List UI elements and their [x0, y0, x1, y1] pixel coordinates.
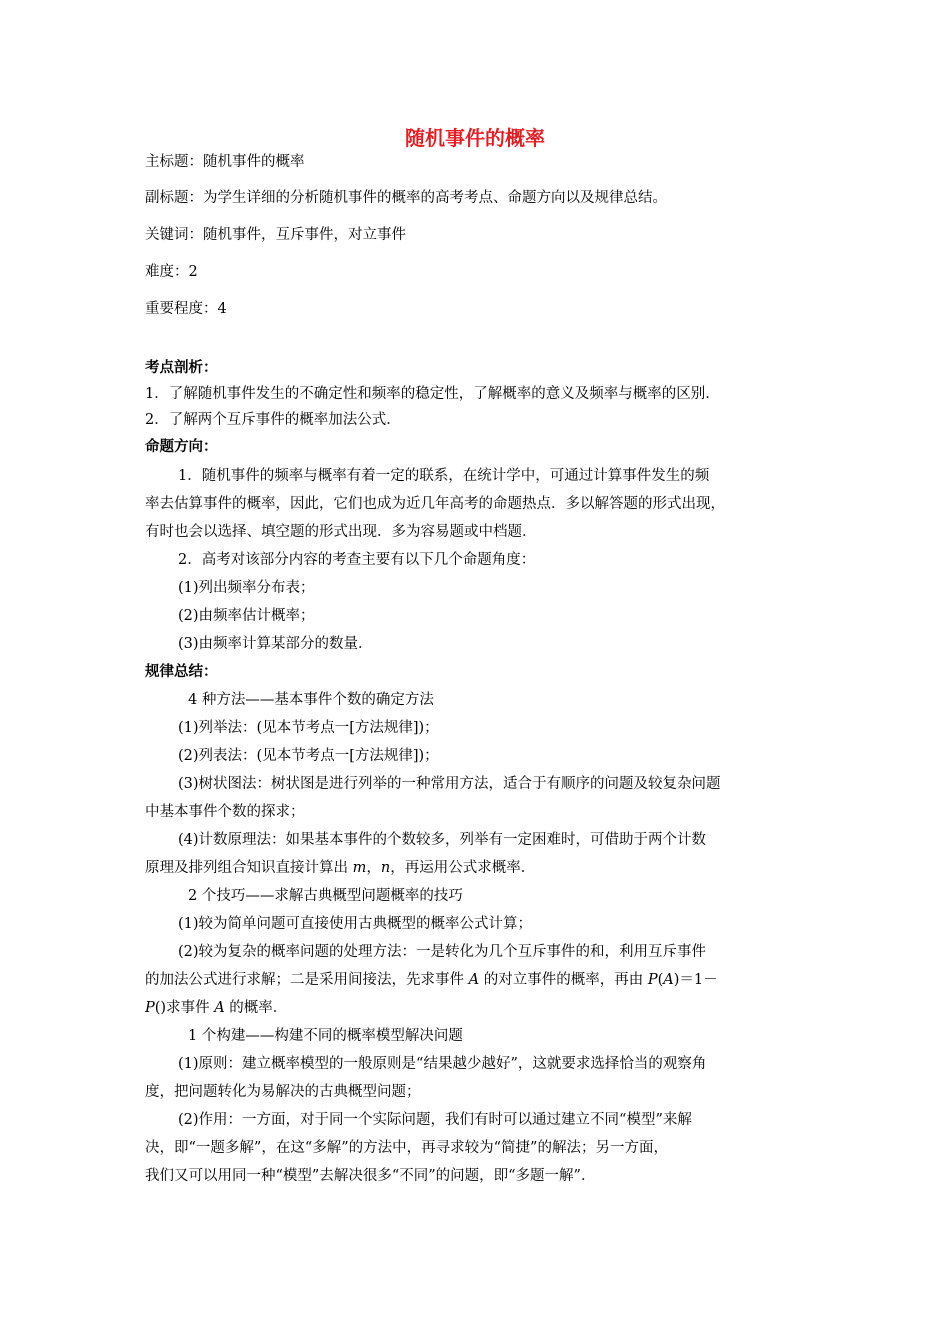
variable-a: A	[214, 1000, 225, 1016]
variable-p: P	[647, 972, 658, 988]
text-run: 原理及排列组合知识直接计算出	[145, 860, 353, 876]
direction-paragraph-line: 1．随机事件的频率与概率有着一定的联系，在统计学中，可通过计算事件发生的频	[178, 468, 710, 484]
direction-angle-item: (1)列出频率分布表；	[178, 580, 315, 596]
trick-item-continued	[145, 970, 718, 990]
difficulty-line: 难度：2	[145, 264, 198, 280]
keywords-line: 关键词：随机事件，互斥事件，对立事件	[145, 227, 406, 243]
build-item: (1)原则：建立概率模型的一般原则是“结果越少越好”，这就要求选择恰当的观察角	[178, 1056, 707, 1072]
variable-a: A	[663, 972, 674, 988]
trick-item-continued	[145, 998, 287, 1018]
trick-item: (2)较为复杂的概率问题的处理方法：一是转化为几个互斥事件的和，利用互斥事件	[178, 944, 707, 960]
subtitle-line: 副标题：为学生详细的分析随机事件的概率的高考考点、命题方向以及规律总结。	[145, 190, 667, 206]
text-run: 求事件	[166, 1000, 215, 1016]
summary-heading: 规律总结：	[145, 664, 218, 680]
text-run: ，	[366, 860, 381, 876]
build-item: (2)作用：一方面，对于同一个实际问题，我们有时可以通过建立不同“模型”来解	[178, 1112, 692, 1128]
method-item-continued: 中基本事件个数的探求；	[145, 804, 305, 820]
method-item: (3)树状图法：树状图是进行列举的一种常用方法，适合于有顺序的问题及较复杂问题	[178, 776, 721, 792]
document-title: 随机事件的概率	[405, 126, 545, 150]
text-run: 的概率．	[224, 1000, 288, 1016]
method-item: (1)列举法：(见本节考点一[方法规律])；	[178, 720, 439, 736]
variable-n: n	[380, 860, 391, 876]
analysis-item: 1．了解随机事件发生的不确定性和频率的稳定性，了解概率的意义及频率与概率的区别．	[145, 386, 720, 402]
method-item-continued	[145, 858, 535, 878]
text-run: )＝1－	[673, 972, 718, 988]
analysis-heading: 考点剖析：	[145, 360, 218, 376]
direction-heading: 命题方向：	[145, 439, 218, 455]
build-item-continued: 度，把问题转化为易解决的古典概型问题；	[145, 1084, 421, 1100]
build-item-continued: 我们又可以用同一种“模型”去解决很多“不同”的问题，即“多题一解”．	[145, 1168, 596, 1184]
text-run: ，再运用公式求概率．	[390, 860, 536, 876]
trick-item: (1)较为简单问题可直接使用古典概型的概率公式计算；	[178, 916, 533, 932]
importance-line: 重要程度：4	[145, 301, 227, 317]
analysis-item: 2．了解两个互斥事件的概率加法公式．	[145, 412, 401, 428]
text-run: 的对立事件的概率，再由	[479, 972, 648, 988]
tricks-title: 2 个技巧——求解古典概型问题概率的技巧	[188, 888, 463, 904]
variable-p: P	[145, 1000, 155, 1016]
main-title-line: 主标题：随机事件的概率	[145, 154, 305, 170]
variable-a: A	[468, 972, 480, 988]
build-title: 1 个构建——构建不同的概率模型解决问题	[188, 1028, 463, 1044]
methods-title: 4 种方法——基本事件个数的确定方法	[188, 692, 434, 708]
text-run: 的加法公式进行求解；二是采用间接法，先求事件	[145, 972, 469, 988]
direction-paragraph-line: 有时也会以选择、填空题的形式出现．多为容易题或中档题．	[145, 524, 537, 540]
direction-angle-item: (2)由频率估计概率；	[178, 608, 315, 624]
build-item-continued: 决，即“一题多解”，在这“多解”的方法中，再寻求较为“简捷”的解法；另一方面，	[145, 1140, 668, 1156]
method-item: (2)列表法：(见本节考点一[方法规律])；	[178, 748, 439, 764]
method-item: (4)计数原理法：如果基本事件的个数较多，列举有一定困难时，可借助于两个计数	[178, 832, 707, 848]
direction-paragraph-line: 率去估算事件的概率，因此，它们也成为近几年高考的命题热点．多以解答题的形式出现，	[145, 496, 725, 512]
direction-angle-item: (3)由频率计算某部分的数量．	[178, 636, 373, 652]
text-run: ()	[154, 1000, 167, 1016]
direction-angles-intro: 2．高考对该部分内容的考查主要有以下几个命题角度：	[178, 552, 536, 568]
variable-m: m	[352, 860, 367, 876]
text-run: (	[657, 972, 664, 988]
